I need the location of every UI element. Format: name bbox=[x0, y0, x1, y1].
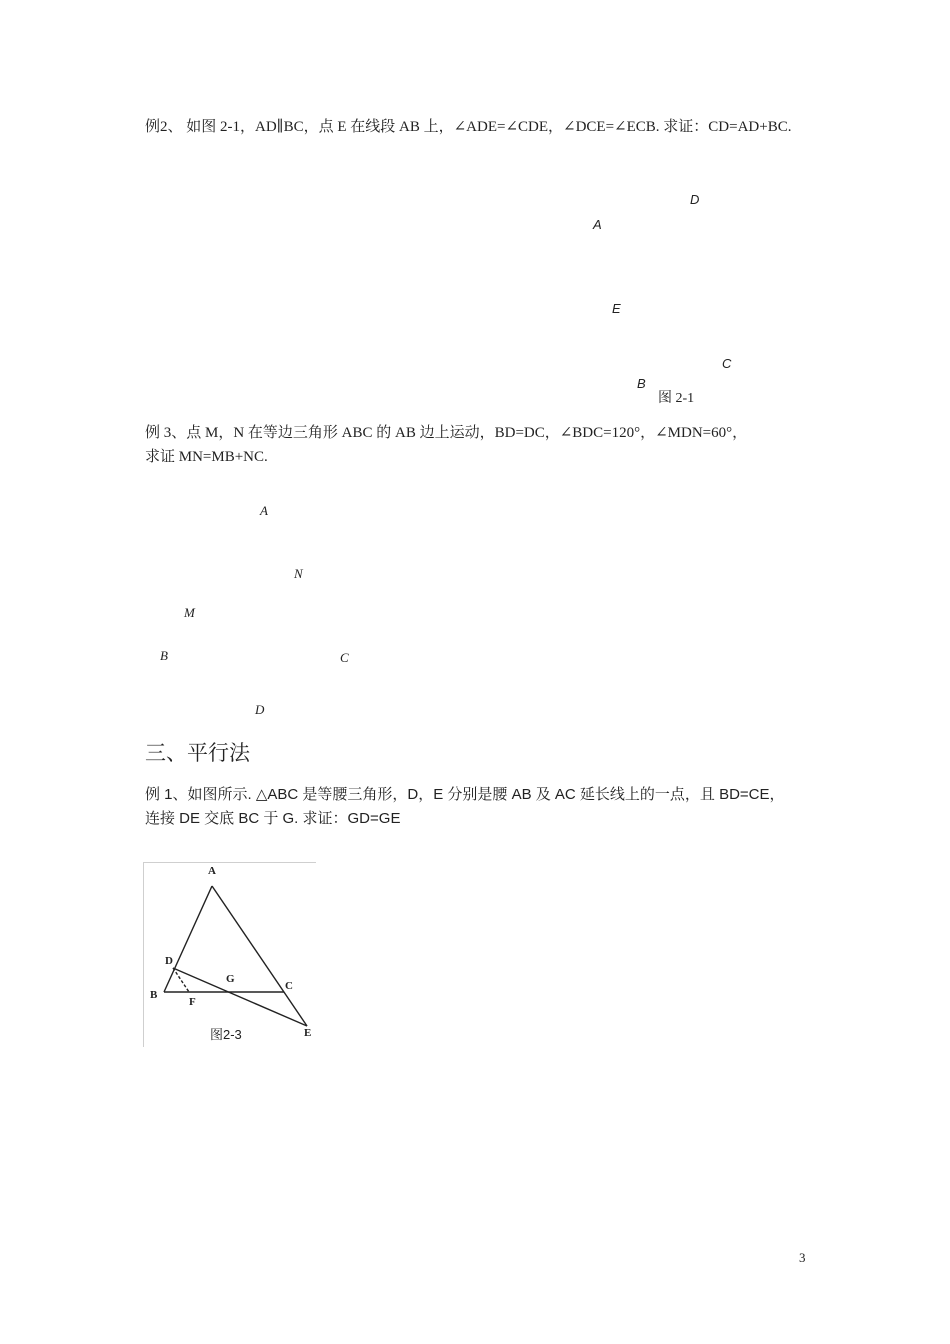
page-number: 3 bbox=[799, 1250, 806, 1265]
example-3-line-2: 求证 MN=MB+NC. bbox=[145, 449, 268, 465]
point-label-e: E bbox=[304, 1027, 312, 1039]
section-heading: 三、平行法 bbox=[145, 741, 250, 765]
point-label-d: D bbox=[255, 702, 265, 717]
example-2-text: 例2、 如图 2-1，AD∥BC，点 E 在线段 AB 上，∠ADE=∠CDE，∠DCE=∠ECB. 求证：CD=AD+BC. bbox=[145, 119, 792, 135]
point-label-b: B bbox=[160, 648, 168, 663]
example-1-line-2: 连接 DE 交底 BC 于 G. 求证：GD=GE bbox=[145, 810, 401, 827]
point-label-e: E bbox=[612, 301, 621, 316]
point-label-b: B bbox=[637, 376, 646, 391]
point-label-a: A bbox=[208, 865, 216, 877]
point-label-c: C bbox=[722, 356, 732, 371]
figure-caption: 图2-3 bbox=[210, 1027, 242, 1042]
example-1-line-1: 例 1、如图所示. △ABC 是等腰三角形，D，E 分别是腰 AB 及 AC 延长线上的一点，且 BD=CE， bbox=[145, 786, 785, 803]
point-label-m: M bbox=[184, 605, 195, 620]
figure-2-3 bbox=[143, 862, 316, 1047]
segment-ab bbox=[164, 886, 212, 992]
point-label-d: D bbox=[690, 192, 700, 207]
point-label-n: N bbox=[294, 566, 303, 581]
point-label-a: A bbox=[593, 217, 602, 232]
point-label-a: A bbox=[260, 503, 268, 518]
point-label-f: F bbox=[189, 996, 196, 1008]
example-3-line-1: 例 3、点 M，N 在等边三角形 ABC 的 AB 边上运动，BD=DC，∠BDC=120°，∠MDN=60°， bbox=[145, 425, 748, 441]
figure-caption: 图 2-1 bbox=[658, 391, 695, 406]
point-label-b: B bbox=[150, 989, 158, 1001]
point-label-c: C bbox=[285, 980, 293, 992]
point-label-c: C bbox=[340, 650, 349, 665]
point-label-g: G bbox=[226, 973, 235, 985]
point-label-d: D bbox=[165, 955, 173, 967]
